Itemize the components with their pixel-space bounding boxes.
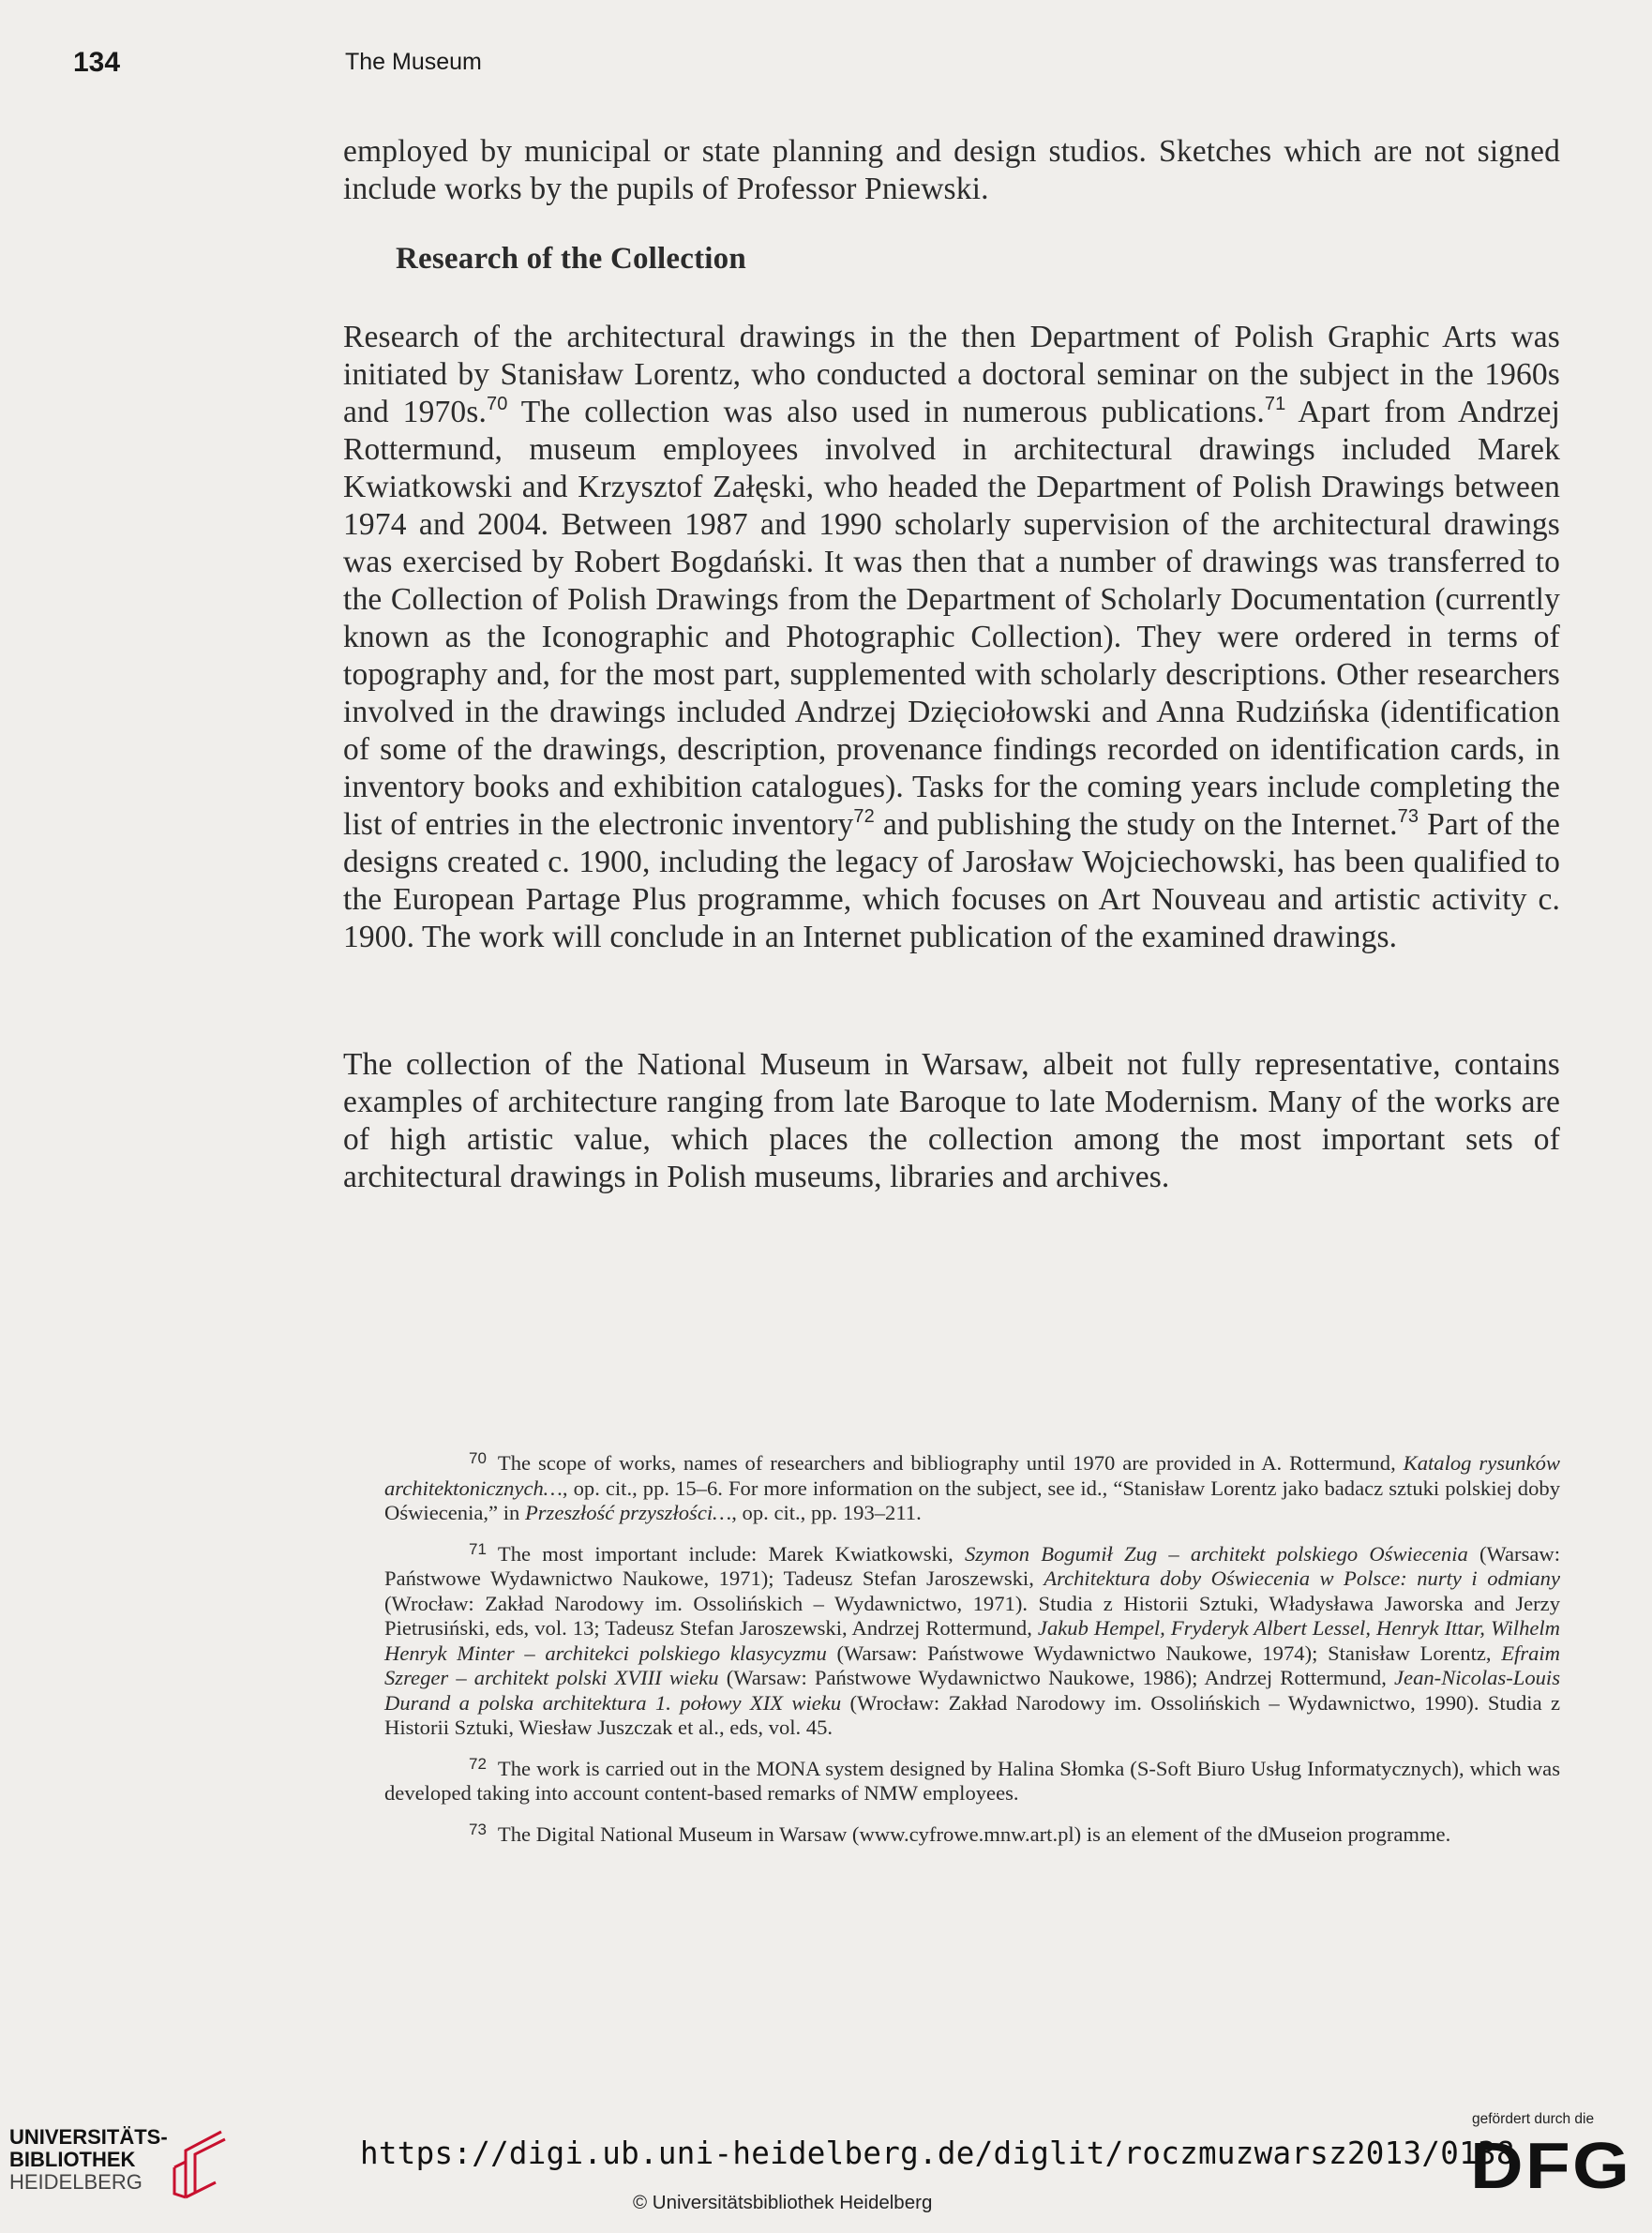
footnote-text: (Wrocław: Zakład Narodowy im. Ossolińskich – Wydawnictwo, 1990). Studia z Historii Sztuki, Wiesław Juszczak et al., eds, vol. 45. <box>384 1690 1560 1739</box>
intro-paragraph <box>343 133 1560 208</box>
paragraph-collection <box>343 1046 1560 1196</box>
page-number: 134 <box>73 47 121 78</box>
text-run: Research of the architectural drawings in the then Department of Polish Graphic Arts was initiated by Stanisław Lorentz, who conducted a doctoral seminar on the subject in the 1960s and 1970s. <box>343 320 1560 429</box>
running-header <box>0 47 1652 84</box>
text-run: Apart from Andrzej Rottermund, museum employees involved in architectural drawings included Marek Kwiatkowski and Krzysztof Załęski, who headed the Department of Polish Drawings between 1974 and 2004. Between 1987 and 1990 scholarly supervision of the architectural drawings was exercised by Robert Bogdański. It was then that a number of drawings was transferred to the Collection of Polish Drawings from the Department of Scholarly Documentation (currently known as the Iconographic and Photographic Collection). They were ordered in terms of topography and, for the most part, supplemented with scholarly descriptions. Other researchers involved in the drawings included Andrzej Dzięciołowski and Anna Rudzińska (identification of some of the drawings, description, provenance findings recorded on identification cards, in inventory books and exhibition catalogues). Tasks for the coming years include completing the list of entries in the electronic inventory <box>343 395 1560 842</box>
footnote-number: 71 <box>469 1539 487 1558</box>
footnote-72 <box>384 1754 1560 1806</box>
footnote-70 <box>384 1451 1560 1526</box>
footnote-71 <box>384 1539 1561 1741</box>
intro-text: employed by municipal or state planning and design studios. Sketches which are not signed include works by the pupils of Professor Pniewski. <box>343 134 1560 206</box>
logo-text-line: UNIVERSITÄTS- <box>9 2125 168 2149</box>
footnote-text: (Warsaw: Państwowe Wydawnictwo Naukowe, 1986); Andrzej Rottermund, <box>718 1666 1395 1689</box>
footnote-text: (Warsaw: Państwowe Wydawnictwo Naukowe, 1971); Tadeusz Stefan Jaroszewski, <box>384 1541 1560 1590</box>
footnote-title: Szymon Bogumił Zug – architekt polskiego Oświecenia <box>965 1541 1468 1566</box>
university-library-logo[interactable] <box>9 2126 168 2194</box>
footnote-text: The scope of works, names of researchers and bibliography until 1970 are provided in A. Rottermund, <box>497 1451 1404 1475</box>
dfg-funding-logo[interactable] <box>1470 2111 1632 2202</box>
footnote-ref-72[interactable]: 72 <box>853 806 875 827</box>
footnote-title: Efraim Szreger – architekt polski XVIII wieku <box>384 1641 1560 1689</box>
dfg-caption: gefördert durch die <box>1472 2111 1595 2127</box>
running-title: The Museum <box>345 49 482 75</box>
copyright-notice: © Universitätsbibliothek Heidelberg <box>633 2192 933 2213</box>
footnote-title: Jean-Nicolas-Louis Durand a polska architektura 1. połowy XIX wieku <box>384 1666 1560 1715</box>
logo-text-line: BIBLIOTHEK <box>9 2148 136 2171</box>
logo-text-line: HEIDELBERG <box>9 2170 143 2194</box>
paragraph-collection-text: The collection of the National Museum in Warsaw, albeit not fully representative, contains examples of architecture ranging from late Baroque to late Modernism. Many of the works are of high artistic value, which places the collection among the most important sets of architectural drawings in Polish museums, libraries and archives. <box>343 1047 1560 1194</box>
dfg-logo-icon: DFG <box>1470 2129 1632 2202</box>
library-mark-icon <box>167 2126 231 2201</box>
footnote-number: 70 <box>469 1449 487 1467</box>
footnote-text: , op. cit., pp. 193–211. <box>731 1501 922 1524</box>
footnotes <box>384 1451 1560 1863</box>
paragraph-research-text <box>343 319 1560 956</box>
digitization-footer <box>0 2102 1652 2233</box>
paragraph-research <box>343 319 1560 956</box>
footnote-text: The Digital National Museum in Warsaw (www.cyfrowe.mnw.art.pl) is an element of the dMuseion programme. <box>497 1821 1451 1846</box>
section-heading: Research of the Collection <box>396 242 746 276</box>
footnote-text: The work is carried out in the MONA system designed by Halina Słomka (S-Soft Biuro Usług Informatycznych), which was developed taking into account content-based remarks of NMW employees. <box>384 1756 1560 1805</box>
footnote-title: Katalog rysunków architektonicznych… <box>384 1451 1560 1500</box>
footnote-number: 73 <box>469 1820 487 1838</box>
footnote-ref-71[interactable]: 71 <box>1264 394 1286 414</box>
source-url-link[interactable]: https://digi.ub.uni-heidelberg.de/diglit/roczmuzwarsz2013/0138 <box>360 2136 1515 2171</box>
footnote-title: Przeszłość przyszłości… <box>524 1501 732 1524</box>
footnote-73 <box>384 1822 1560 1848</box>
footnote-ref-70[interactable]: 70 <box>487 394 508 414</box>
footnote-title: Jakub Hempel, Fryderyk Albert Lessel, Henryk Ittar, Wilhelm Henryk Minter – architekci polskiego klasycyzmu <box>384 1616 1560 1665</box>
footnote-text: (Warsaw: Państwowe Wydawnictwo Naukowe, 1974); Stanisław Lorentz, <box>826 1641 1502 1665</box>
text-run: and publishing the study on the Internet. <box>874 807 1398 842</box>
footnote-text: , op. cit., pp. 15–6. For more information on the subject, see id., “Stanisław Lorentz jako badacz sztuki polskiej doby Oświecenia,” in <box>384 1476 1560 1524</box>
text-run: Part of the designs created c. 1900, including the legacy of Jarosław Wojciechowski, has been qualified to the European Partage Plus programme, which focuses on Art Nouveau and artistic activity c. 1900. The work will conclude in an Internet publication of the examined drawings. <box>343 807 1560 954</box>
footnote-ref-73[interactable]: 73 <box>1397 806 1419 827</box>
text-run: The collection was also used in numerous publications. <box>507 395 1265 429</box>
footnote-number: 72 <box>469 1754 487 1773</box>
footnote-title: Architektura doby Oświecenia w Polsce: nurty i odmiany <box>1044 1566 1561 1590</box>
footnote-text: The most important include: Marek Kwiatkowski, <box>497 1541 965 1566</box>
footnote-text: (Wrocław: Zakład Narodowy im. Ossolińskich – Wydawnictwo, 1971). Studia z Historii Sztuki, Władysława Jaworska and Jerzy Pietrusiński, eds, vol. 13; Tadeusz Stefan Jaroszewski, Andrzej Rottermund, <box>384 1591 1560 1640</box>
